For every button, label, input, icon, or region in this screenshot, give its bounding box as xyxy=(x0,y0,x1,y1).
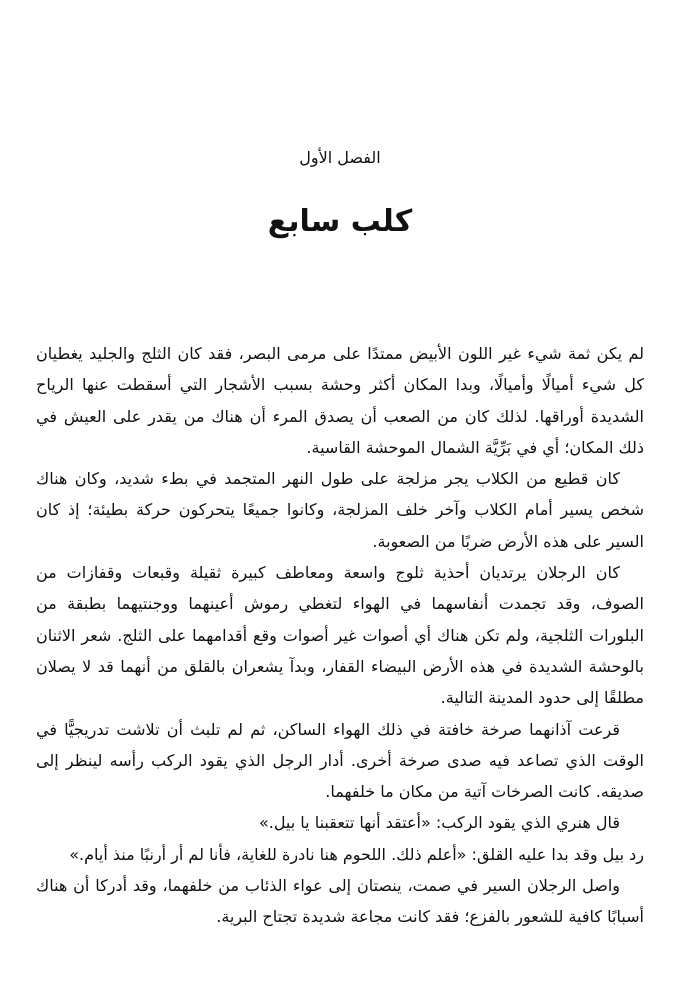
paragraph: واصل الرجلان السير في صمت، ينصتان إلى عواء الذئاب من خلفهما، وقد أدركا أن هناك أسبابًا كافية للشعور بالفزع؛ فقد كانت مجاعة شديدة تجتاح البرية. xyxy=(36,876,644,927)
chapter-title: كلب سابع xyxy=(267,204,413,239)
chapter-body xyxy=(36,338,644,933)
chapter-label: الفصل الأول xyxy=(299,148,381,167)
paragraph: كان قطيع من الكلاب يجر مزلجة على طول النهر المتجمد في بطء شديد، وكان هناك شخص يسير أمام الكلاب وآخر خلف المزلجة، وكانوا جميعًا يتحركون حركة بطيئة؛ إذ كان السير على هذه الأرض ضربًا من الصعوبة. xyxy=(36,469,644,551)
paragraph: قال هنري الذي يقود الركب: «أعتقد أنها تتعقبنا يا بيل.» xyxy=(258,813,620,833)
paragraph: قرعت آذانهما صرخة خافتة في ذلك الهواء الساكن، ثم لم تلبث أن تلاشت تدريجيًّا في الوقت الذي تصاعد فيه صدى صرخة أخرى. أدار الرجل الذي يقود الركب رأسه لينظر إلى صديقه. كانت الصرخات آتية من مكان ما خلفهما. xyxy=(36,719,644,802)
paragraph: لم يكن ثمة شيء غير اللون الأبيض ممتدًا على مرمى البصر، فقد كان الثلج والجليد يغطيان كل شيء أميالًا وأميالًا، وبدا المكان أكثر وحشة بسبب الأشجار التي أسقطت عنها الرياح الشديدة أوراقها. لذلك كان من الصعب أن يصدق المرء أن هناك من يقدر على العيش في ذلك المكان؛ أي في بَرِّيَّة الشمال الموحشة القاسية. xyxy=(36,344,644,457)
paragraph: كان الرجلان يرتديان أحذية ثلوج واسعة ومعاطف كبيرة ثقيلة وقبعات وقفازات من الصوف، وقد تجمدت أنفاسهما في الهواء لتغطي رموش أعينهما ووجنتيهما بطبقة من البلورات الثلجية، ولم تكن هناك أي أصوات غير أصوات وقع أقدامهما على الثلج. شعر الاثنان بالوحشة الشديدة في هذه الأرض البيضاء القفار، وبدآ يشعران بالقلق من أنهما قد لا يصلان مطلقًا إلى حدود المدينة التالية. xyxy=(36,563,644,708)
paragraph: رد بيل وقد بدا عليه القلق: «أعلم ذلك. اللحوم هنا نادرة للغاية، فأنا لم أر أرنبًا منذ أيام.» xyxy=(69,844,644,864)
